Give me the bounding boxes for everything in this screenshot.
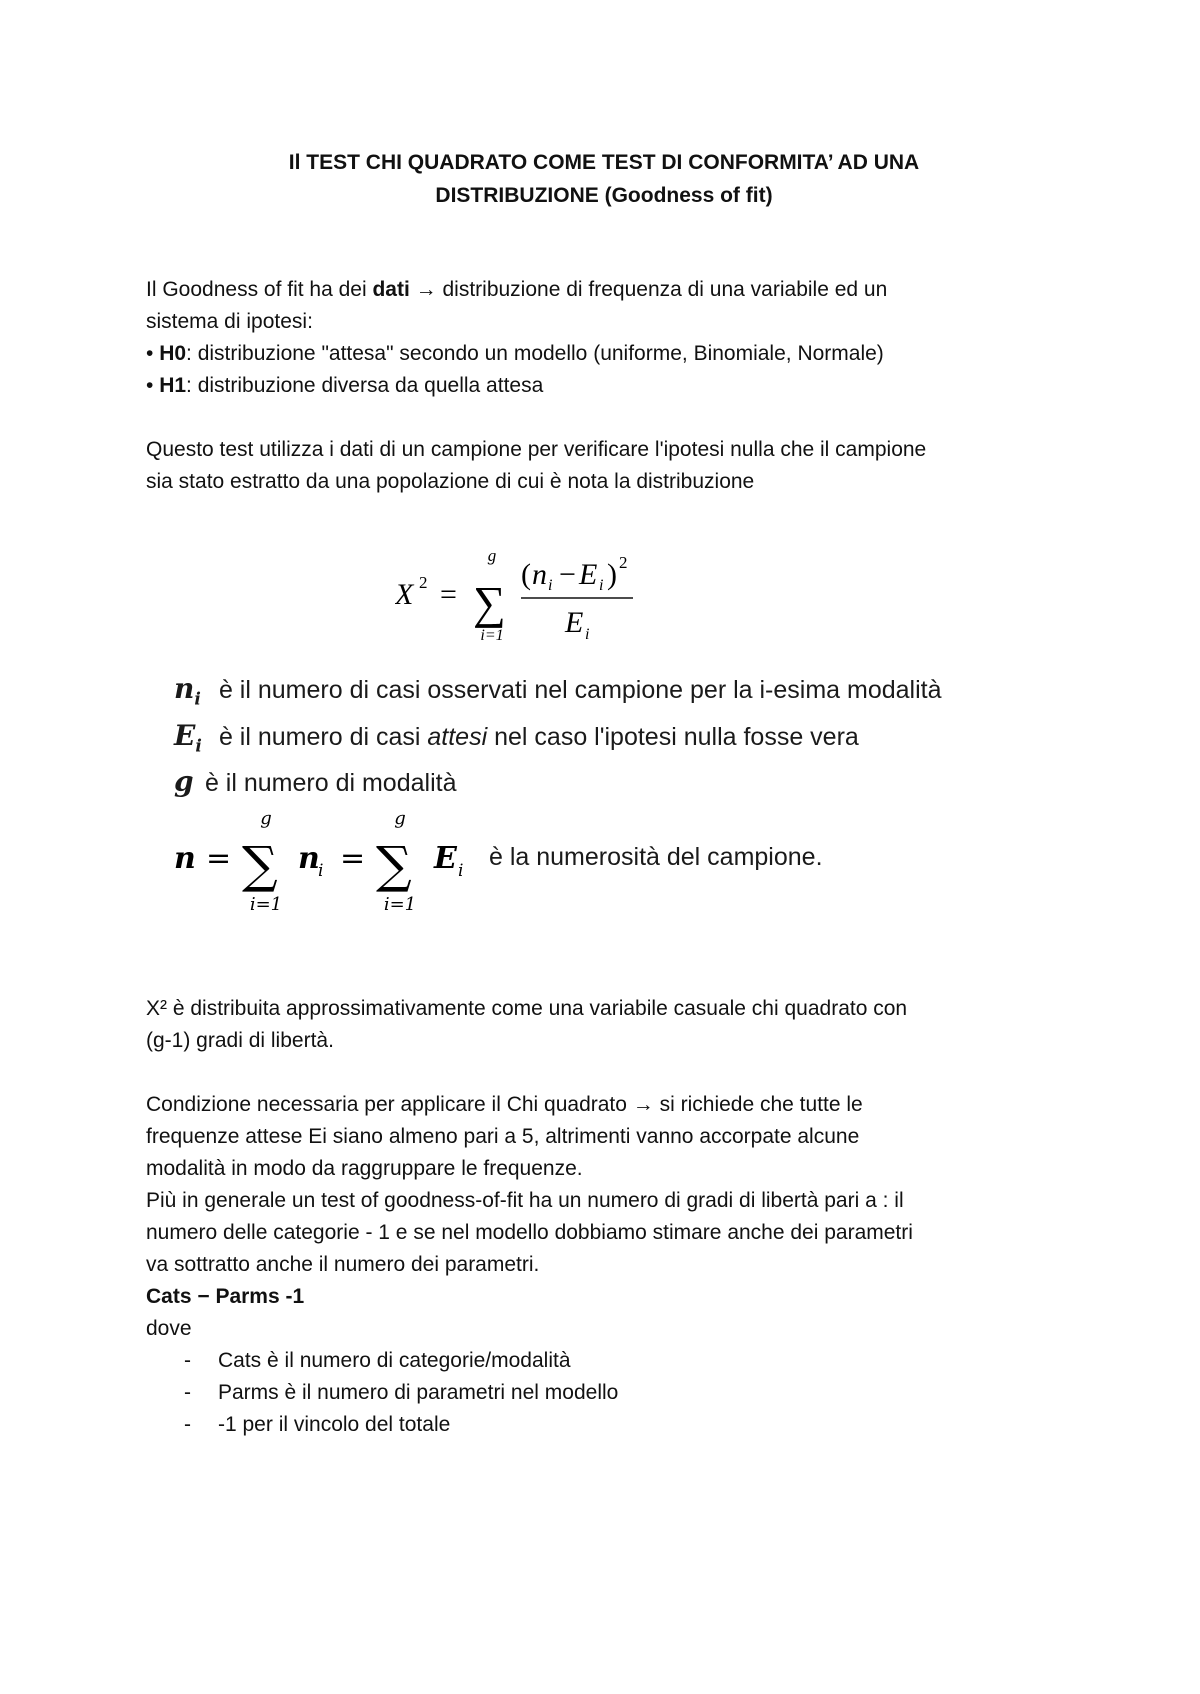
title-line-1: Il TEST CHI QUADRATO COME TEST DI CONFORMITA’ AD UNA (288, 151, 920, 174)
svg-text:E: E (579, 558, 598, 591)
svg-text:E: E (434, 841, 457, 876)
condition-paragraph (146, 1089, 1062, 1345)
intro-line-1: Il Goodness of fit ha dei dati → distribuzione di frequenza di una variabile ed un (146, 278, 888, 301)
chi-paragraph (146, 993, 1062, 1057)
chi-line-1: X² è distribuita approssimativamente come una variabile casuale chi quadrato con (146, 997, 908, 1020)
svg-text:=: = (340, 841, 366, 876)
formula-lhs: X (395, 578, 414, 611)
list-item: - Parms è il numero di parametri nel modello (184, 1381, 619, 1404)
intro-line-2: sistema di ipotesi: (146, 310, 313, 333)
formula-sum-bottom: i=1 (480, 627, 504, 644)
general-line-2: numero delle categorie - 1 e se nel modello dobbiamo stimare anche dei parametri (146, 1221, 913, 1244)
definition-ni: $n_i$ è il numero di casi osservati nel campione per la i-esima modalità (174, 672, 942, 710)
title-line-2: DISTRIBUZIONE (Goodness of fit) (435, 184, 773, 207)
definition-g: g è il numero di modalità (174, 765, 457, 798)
general-line-1: Più in generale un test of goodness-of-fit ha un numero di gradi di libertà pari a : il (146, 1189, 904, 1212)
sample-sigma-2: ∑ (376, 836, 412, 894)
svg-text:=: = (206, 841, 232, 876)
condition-line-1: Condizione necessaria per applicare il Chi quadrato → si richiede che tutte le (146, 1093, 863, 1116)
formula-denominator (564, 606, 589, 643)
page-title (146, 146, 1062, 212)
list-item: - -1 per il vincolo del totale (184, 1413, 451, 1436)
chi-square-formula (395, 548, 665, 648)
list-item: - Cats è il numero di categorie/modalità (184, 1349, 571, 1372)
svg-text:g: g (394, 810, 406, 829)
general-line-3: va sottratto anche il numero dei parametri. (146, 1253, 540, 1276)
formula-lhs-exp: 2 (419, 573, 428, 592)
svg-text:i: i (585, 626, 590, 643)
parameters-list (146, 1345, 1046, 1441)
formula-sigma: ∑ (473, 577, 506, 628)
formula-sum-top: g (487, 548, 497, 565)
hypothesis-h0: • H0: distribuzione "attesa" secondo un modello (uniforme, Binomiale, Normale) (146, 342, 884, 365)
svg-text:g: g (260, 810, 272, 829)
svg-text:(: ( (521, 558, 531, 591)
svg-text:i=1: i=1 (383, 894, 417, 915)
svg-text:i=1: i=1 (249, 894, 283, 915)
intro-paragraph (146, 274, 1062, 402)
svg-text:2: 2 (619, 553, 628, 572)
condition-line-2: frequenze attese Ei siano almeno pari a 5, altrimenti vanno accorpate alcune (146, 1125, 860, 1148)
svg-text:): ) (607, 558, 617, 591)
svg-text:−: − (559, 558, 576, 591)
svg-text:i: i (548, 577, 553, 594)
svg-text:i: i (458, 861, 464, 881)
sample-size-text: è la numerosità del campione. (489, 843, 823, 871)
hypothesis-h1: • H1: distribuzione diversa da quella attesa (146, 374, 544, 397)
formula-df: Cats − Parms -1 (146, 1285, 305, 1308)
formula-numerator (521, 553, 628, 594)
test-line-2: sia stato estratto da una popolazione di cui è nota la distribuzione (146, 470, 755, 493)
sample-sigma-1: ∑ (242, 836, 278, 894)
svg-text:E: E (565, 606, 584, 639)
intro-bold-dati: dati (372, 278, 410, 301)
dove-label: dove (146, 1317, 192, 1340)
definition-ei: $E_i$ è il numero di casi attesi nel caso l'ipotesi nulla fosse vera (174, 719, 859, 757)
svg-text:n: n (174, 841, 196, 876)
test-line-1: Questo test utilizza i dati di un campione per verificare l'ipotesi nulla che il campione (146, 438, 927, 461)
test-paragraph (146, 434, 1062, 498)
formula-equals: = (440, 578, 457, 611)
svg-text:i: i (599, 577, 604, 594)
svg-text:i: i (318, 861, 324, 881)
chi-line-2: (g-1) gradi di libertà. (146, 1029, 334, 1052)
condition-line-3: modalità in modo da raggruppare le frequenze. (146, 1157, 583, 1180)
svg-text:n: n (298, 841, 320, 876)
definition-italic-attesi: attesi (427, 723, 488, 751)
svg-text:n: n (532, 558, 547, 591)
